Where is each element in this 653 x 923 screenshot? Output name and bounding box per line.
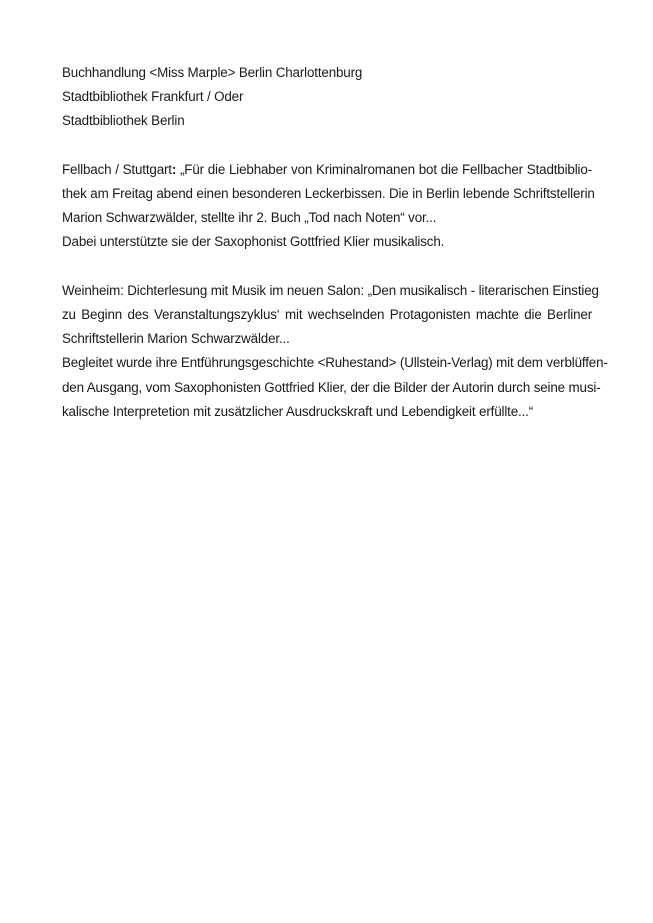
review-line: Marion Schwarzwälder, stellte ihr 2. Buch „Tod nach Noten“ vor... <box>62 210 437 226</box>
venue-line: Stadtbibliothek Berlin <box>62 113 185 129</box>
venue-line: Stadtbibliothek Frankfurt / Oder <box>62 89 244 105</box>
paragraph-gap <box>62 255 592 279</box>
review-place: Fellbach / Stuttgart <box>62 161 172 177</box>
venue-line: Buchhandlung <Miss Marple> Berlin Charlottenburg <box>62 65 363 80</box>
review-line: zu Beginn des Veranstaltungszyklus‘ mit wechselnden Protagonisten machte die Berliner <box>62 307 592 322</box>
review-line: kalische Interpretetion mit zusätzlicher Ausdruckskraft und Lebendigkeit erfüllte...“ <box>62 403 534 419</box>
review-line: den Ausgang, vom Saxophonisten Gottfried Klier, der die Bilder der Autorin durch seine musi- <box>62 379 601 395</box>
review-line: Weinheim: Dichterlesung mit Musik im neuen Salon: „Den musikalisch - literarischen Einstieg <box>62 282 599 298</box>
fellbach-review <box>62 158 595 255</box>
review-line: Begleitet wurde ihre Entführungsgeschichte <Ruhestand> (Ullstein-Verlag) mit dem verblüffen- <box>62 355 608 371</box>
review-line: thek am Freitag abend einen besonderen Leckerbissen. Die in Berlin lebende Schriftstellerin <box>62 186 595 201</box>
review-line: Schriftstellerin Marion Schwarzwälder... <box>62 331 290 347</box>
venue-list <box>62 61 592 134</box>
review-text: „Für die Liebhaber von Kriminalromanen bot die Fellbacher Stadtbiblio- <box>176 161 592 177</box>
review-place-colon: : <box>171 161 177 177</box>
review-line <box>62 158 592 182</box>
document-page <box>62 61 608 424</box>
review-line: Dabei unterstützte sie der Saxophonist Gottfried Klier musikalisch. <box>62 234 445 250</box>
paragraph-gap <box>62 134 592 158</box>
weinheim-review <box>62 279 608 424</box>
